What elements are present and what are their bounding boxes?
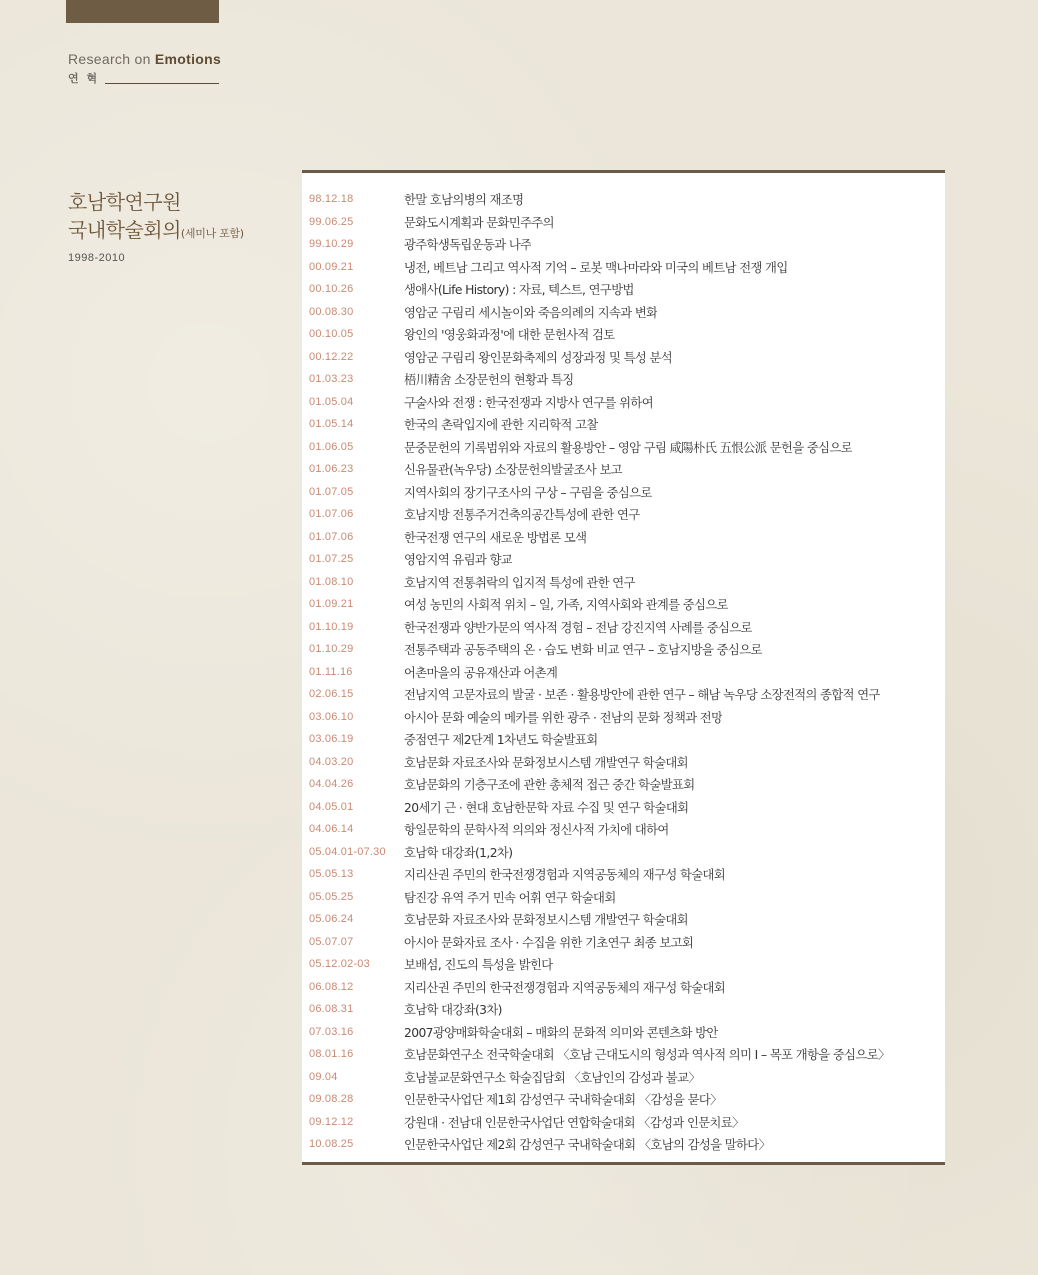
timeline-title: 탐진강 유역 주거 민속 어휘 연구 학술대회 <box>404 890 616 905</box>
timeline-title: 2007광양매화학술대회 – 매화의 문화적 의미와 콘텐츠화 방안 <box>404 1025 718 1040</box>
timeline-title: 냉전, 베트남 그리고 역사적 기억 – 로봇 맥나마라와 미국의 베트남 전쟁 개입 <box>404 260 788 275</box>
timeline-date: 03.06.19 <box>309 733 354 746</box>
timeline-row <box>302 706 945 729</box>
timeline-date: 01.07.05 <box>309 485 354 498</box>
timeline-row <box>302 413 945 436</box>
timeline-title: 보배섬, 진도의 특성을 밝힌다 <box>404 958 553 973</box>
section-title-main: 국내학술회의 <box>68 218 181 242</box>
timeline-title: 한국전쟁과 양반가문의 역사적 경험 – 전남 강진지역 사례를 중심으로 <box>404 620 752 635</box>
timeline-title: 지리산권 주민의 한국전쟁경험과 지역공동체의 재구성 학술대회 <box>404 980 726 995</box>
timeline-title: 영암지역 유림과 향교 <box>404 553 513 568</box>
timeline-title: 인문한국사업단 제1회 감성연구 국내학술대회 〈감성을 묻다〉 <box>404 1093 722 1108</box>
brand-underline <box>105 83 219 84</box>
timeline-title: 호남불교문화연구소 학술집담회 〈호남인의 감성과 불교〉 <box>404 1070 701 1085</box>
section-years: 1998-2010 <box>68 252 126 264</box>
timeline-row <box>302 436 945 459</box>
timeline-date: 01.10.19 <box>309 620 354 633</box>
timeline-date: 08.01.16 <box>309 1048 354 1061</box>
timeline-date: 04.05.01 <box>309 800 354 813</box>
timeline-row <box>302 571 945 594</box>
timeline-title: 영암군 구림리 세시놀이와 죽음의례의 지속과 변화 <box>404 305 658 320</box>
timeline-title: 지역사회의 장기구조사의 구상 – 구림을 중심으로 <box>404 485 652 500</box>
timeline-date: 06.08.12 <box>309 980 354 993</box>
timeline-row <box>302 503 945 526</box>
timeline-title: 梧川精舍 소장문헌의 현황과 특징 <box>404 373 574 388</box>
timeline-title: 아시아 문화자료 조사 · 수집을 위한 기초연구 최종 보고회 <box>404 935 694 950</box>
timeline-row <box>302 773 945 796</box>
timeline-title: 중점연구 제2단계 1차년도 학술발표회 <box>404 733 598 748</box>
section-heading <box>68 188 293 264</box>
timeline-title: 광주학생독립운동과 나주 <box>404 238 532 253</box>
timeline-date: 04.03.20 <box>309 755 354 768</box>
timeline-title: 호남지방 전통주거건축의공간특성에 관한 연구 <box>404 508 640 523</box>
timeline-date: 00.09.21 <box>309 260 354 273</box>
timeline-date: 01.07.25 <box>309 553 354 566</box>
timeline-title: 호남학 대강좌(3차) <box>404 1003 502 1018</box>
timeline-title: 문화도시계획과 문화민주주의 <box>404 215 554 230</box>
timeline-row <box>302 638 945 661</box>
timeline-title: 생애사(Life History) : 자료, 텍스트, 연구방법 <box>404 283 634 298</box>
timeline-title: 20세기 근 · 현대 호남한문학 자료 수집 및 연구 학술대회 <box>404 800 689 815</box>
timeline-date: 06.08.31 <box>309 1003 354 1016</box>
timeline-date: 09.12.12 <box>309 1115 354 1128</box>
timeline-row <box>302 188 945 211</box>
timeline-date: 01.11.16 <box>309 665 353 678</box>
section-title-note: (세미나 포함) <box>180 227 244 240</box>
timeline-date: 05.05.13 <box>309 868 354 881</box>
timeline-title: 호남지역 전통취락의 입지적 특성에 관한 연구 <box>404 575 635 590</box>
timeline-row <box>302 481 945 504</box>
timeline-title: 호남문화 자료조사와 문화정보시스템 개발연구 학술대회 <box>404 755 688 770</box>
timeline-title: 어촌마을의 공유재산과 어촌계 <box>404 665 558 680</box>
timeline-row <box>302 1133 945 1156</box>
timeline-title: 신유물관(녹우당) 소장문헌의발굴조사 보고 <box>404 463 623 478</box>
timeline-row <box>302 233 945 256</box>
timeline-row <box>302 863 945 886</box>
timeline-title: 영암군 구림리 왕인문화축제의 성장과정 및 특성 분석 <box>404 350 672 365</box>
timeline-date: 05.04.01-07.30 <box>309 845 386 858</box>
brand-title-prefix: Research on <box>68 51 155 67</box>
timeline-date: 01.05.14 <box>309 418 354 431</box>
timeline-date: 99.06.25 <box>309 215 354 228</box>
timeline-row <box>302 1021 945 1044</box>
timeline-title: 지리산권 주민의 한국전쟁경험과 지역공동체의 재구성 학술대회 <box>404 868 726 883</box>
timeline-row <box>302 886 945 909</box>
timeline-row <box>302 323 945 346</box>
timeline-row <box>302 796 945 819</box>
timeline-row <box>302 953 945 976</box>
timeline-row <box>302 728 945 751</box>
section-title-line1: 호남학연구원 <box>68 190 181 214</box>
timeline-title: 항일문학의 문학사적 의의와 정신사적 가치에 대하여 <box>404 823 669 838</box>
timeline-row <box>302 458 945 481</box>
timeline-date: 04.04.26 <box>309 778 354 791</box>
timeline-date: 01.06.23 <box>309 463 354 476</box>
timeline-date: 02.06.15 <box>309 688 354 701</box>
timeline-title: 전통주택과 공동주택의 온 · 습도 변화 비교 연구 – 호남지방을 중심으로 <box>404 643 762 658</box>
timeline-row <box>302 683 945 706</box>
timeline-date: 00.12.22 <box>309 350 354 363</box>
timeline-date: 00.10.05 <box>309 328 354 341</box>
timeline-date: 05.07.07 <box>309 935 354 948</box>
timeline-row <box>302 841 945 864</box>
timeline-row <box>302 548 945 571</box>
brand-sub-row <box>68 70 219 86</box>
timeline-row <box>302 998 945 1021</box>
timeline-panel <box>302 170 945 1165</box>
timeline-title: 호남문화의 기층구조에 관한 총체적 접근 중간 학술발표회 <box>404 778 695 793</box>
brand-block <box>68 51 222 86</box>
timeline-date: 01.06.05 <box>309 440 354 453</box>
brand-subtitle: 연 혁 <box>68 72 100 85</box>
brand-title-emphasis: Emotions <box>154 51 222 67</box>
timeline-row <box>302 976 945 999</box>
timeline-date: 00.08.30 <box>309 305 354 318</box>
timeline-title: 전남지역 고문자료의 발굴 · 보존 · 활용방안에 관한 연구 – 해남 녹우당 소장전적의 종합적 연구 <box>404 688 880 703</box>
timeline-date: 01.08.10 <box>309 575 354 588</box>
timeline-title: 한국전쟁 연구의 새로운 방법론 모색 <box>404 530 587 545</box>
timeline-date: 01.09.21 <box>309 598 354 611</box>
timeline-title: 호남학 대강좌(1,2차) <box>404 845 513 860</box>
timeline-date: 01.07.06 <box>309 530 354 543</box>
timeline-date: 98.12.18 <box>309 193 354 206</box>
timeline-date: 05.12.02-03 <box>309 958 370 971</box>
timeline-title: 한말 호남의병의 재조명 <box>404 193 524 208</box>
timeline-date: 09.08.28 <box>309 1093 354 1106</box>
timeline-title: 아시아 문화 예술의 메카를 위한 광주 · 전남의 문화 정책과 전망 <box>404 710 723 725</box>
timeline-row <box>302 211 945 234</box>
timeline-row <box>302 1111 945 1134</box>
timeline-row <box>302 751 945 774</box>
timeline-date: 03.06.10 <box>309 710 354 723</box>
timeline-date: 09.04 <box>309 1070 338 1083</box>
timeline-row <box>302 616 945 639</box>
timeline-title: 구술사와 전쟁 : 한국전쟁과 지방사 연구를 위하여 <box>404 395 653 410</box>
timeline-row <box>302 1088 945 1111</box>
timeline-row <box>302 661 945 684</box>
timeline-title: 왕인의 '영웅화과정'에 대한 문헌사적 검토 <box>404 328 615 343</box>
timeline-date: 01.07.06 <box>309 508 354 521</box>
timeline-row <box>302 931 945 954</box>
timeline-row <box>302 593 945 616</box>
timeline-date: 01.10.29 <box>309 643 354 656</box>
timeline-date: 01.03.23 <box>309 373 354 386</box>
section-title-line2 <box>68 216 293 248</box>
timeline-title: 여성 농민의 사회적 위치 – 일, 가족, 지역사회와 관계를 중심으로 <box>404 598 728 613</box>
brand-title <box>68 51 222 67</box>
timeline-date: 99.10.29 <box>309 238 354 251</box>
timeline-date: 10.08.25 <box>309 1138 354 1151</box>
timeline-date: 07.03.16 <box>309 1025 354 1038</box>
timeline-row <box>302 278 945 301</box>
timeline-title: 호남문화 자료조사와 문화정보시스템 개발연구 학술대회 <box>404 913 688 928</box>
header-tab-bar <box>66 0 219 23</box>
timeline-date: 04.06.14 <box>309 823 354 836</box>
timeline-date: 05.06.24 <box>309 913 354 926</box>
timeline-title: 인문한국사업단 제2회 감성연구 국내학술대회 〈호남의 감성을 말하다〉 <box>404 1138 771 1153</box>
timeline-date: 00.10.26 <box>309 283 354 296</box>
timeline-date: 05.05.25 <box>309 890 354 903</box>
timeline-row <box>302 301 945 324</box>
timeline-row <box>302 391 945 414</box>
timeline-row <box>302 818 945 841</box>
timeline-title: 한국의 촌락입지에 관한 지리학적 고찰 <box>404 418 598 433</box>
timeline-row <box>302 1066 945 1089</box>
timeline-date: 01.05.04 <box>309 395 354 408</box>
timeline-row <box>302 256 945 279</box>
timeline-row <box>302 1043 945 1066</box>
timeline-row <box>302 346 945 369</box>
timeline-row <box>302 368 945 391</box>
timeline-row <box>302 908 945 931</box>
timeline-row <box>302 526 945 549</box>
timeline-title: 문중문헌의 기록범위와 자료의 활용방안 – 영암 구림 咸陽朴氏 五恨公派 문헌을 중심으로 <box>404 440 853 455</box>
timeline-title: 호남문화연구소 전국학술대회 〈호남 근대도시의 형성과 역사적 의미 I – 목포 개항을 중심으로〉 <box>404 1048 890 1063</box>
timeline-title: 강원대 · 전남대 인문한국사업단 연합학술대회 〈감성과 인문치료〉 <box>404 1115 744 1130</box>
